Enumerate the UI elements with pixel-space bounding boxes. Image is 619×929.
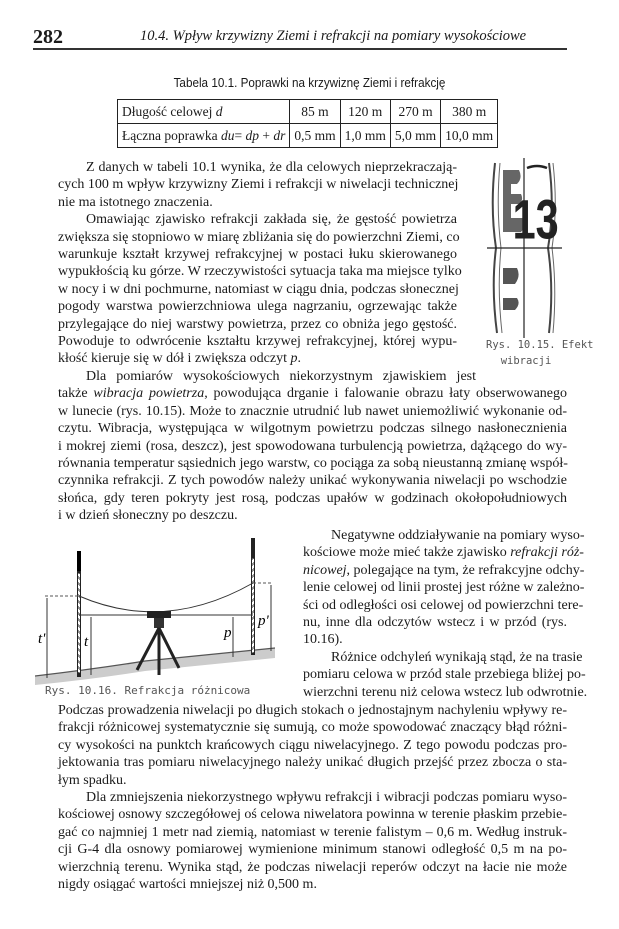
text-line — [303, 597, 584, 614]
text-run: Omawiając zjawisko refrakcji zakłada się, że gęstość powietrza — [86, 212, 457, 228]
text-run: ści od odległości osi celowej od powierzchni tere- — [303, 597, 584, 613]
text-run: w lunecie (rys. 10.15). Może to znacznie utrudnić lub nawet uniemożliwić wykonanie od- — [58, 403, 567, 419]
text-run: pogody warstwa powierzchniowa ulega nagrzaniu, ogrzewając także — [58, 299, 457, 315]
text-line — [58, 298, 457, 315]
text-run: Podczas prowadzenia niwelacji po długich stokach o jednostajnym nachyleniu wpływy re- — [58, 703, 567, 718]
text-line — [58, 438, 567, 455]
text-line — [58, 737, 567, 754]
text-run: lenie celowej od linii prostej jest różne w zależno- — [303, 580, 585, 596]
text-run: i mokrej ziemi (rosa, deszcz), jest spowodowana turbulencją powietrza, dążącego do wy- — [58, 438, 567, 454]
text-run: cy wysokości na punktch krańcowych ciągu niwelacyjnego. Z tego powodu podczas pro- — [58, 737, 567, 753]
text-run: czytu. Wibracja, występująca w wilgotnym powietrzu podczas silnego nasłonecznienia — [58, 421, 567, 437]
paragraphs-top — [58, 159, 462, 368]
text-run: Z danych w tabeli 10.1 wynika, że dla celowych nieprzekraczają- — [86, 160, 457, 175]
text-run: cych 100 m wpływ krzywizny Ziemi i refrakcji w niwelacji technicznej — [58, 177, 459, 193]
text-line — [58, 472, 567, 489]
text-line — [58, 490, 567, 507]
text-line — [58, 316, 457, 333]
text-run: Różnice odchyleń wynikają stąd, że na trasie — [331, 649, 583, 665]
text-line — [58, 385, 567, 402]
text-run: + — [258, 127, 274, 143]
text-run: wierzchnią terenu. Wynika stąd, że podczas niwelacji reperów odczyt na łacie nie może — [58, 859, 567, 875]
page-number: 282 — [33, 26, 63, 48]
table-cell: 5,0 mm — [390, 124, 440, 148]
text-run: wypukłością ku górze. W rzeczywistości sytuacja taka ma miejsce tylko — [58, 264, 462, 280]
text-run: , polegające na tym, że refrakcyjne odchy- — [346, 562, 585, 578]
table-cell: 380 m — [441, 100, 498, 124]
text-line — [303, 631, 567, 648]
text-run: pomiaru celowa w przód stale przebiega bliżej po- — [303, 667, 586, 683]
figure-10-15-caption-line1: Rys. 10.15. Efekt — [486, 339, 594, 351]
figure-10-15-caption-line2: wibracji — [500, 355, 552, 367]
table-cell: 0,5 mm — [290, 124, 340, 148]
text-line — [58, 159, 457, 176]
text-line — [58, 702, 567, 719]
staff-vibration-illustration — [487, 158, 562, 338]
differential-refraction-diagram — [35, 533, 275, 693]
text-run: kościowej osnowy szczegółowej oś celowa niwelatora powinna w terenie płaskim przebie- — [58, 807, 567, 823]
text-line — [58, 229, 460, 246]
text-run: 10.16). — [303, 632, 343, 648]
text-run: jektowania tras pomiaru niwelacyjnego należy unikać długich przejść przez zbocza o sta- — [58, 755, 567, 771]
table-cell: 120 m — [340, 100, 390, 124]
running-title: 10.4. Wpływ krzywizny Ziemi i refrakcji na pomiary wysokościowe — [140, 28, 527, 44]
paragraph-differential-refraction — [303, 527, 588, 701]
table-cell: 85 m — [290, 100, 340, 124]
table-cell: 1,0 mm — [340, 124, 390, 148]
text-line — [58, 772, 567, 789]
text-run: Dla zmniejszenia niekorzystnego wpływu refrakcji i wibracji podczas pomiaru wyso- — [86, 789, 567, 805]
label-t-prime: t' — [38, 631, 46, 647]
text-run: wierzchni terenu niż celowa wstecz lub odwrotnie. — [303, 684, 588, 700]
italic-term: du — [220, 127, 235, 143]
table-row — [118, 100, 498, 124]
figure-10-16 — [35, 533, 275, 693]
label-t: t — [84, 634, 89, 650]
text-run: warunkuje kształt krzywej refrakcyjnej w postaci łuku skierowanego — [58, 246, 457, 262]
text-run: Powoduje to odwrócenie kształtu krzywej refrakcyjnej, której wypu- — [58, 333, 457, 349]
text-line — [58, 176, 457, 193]
text-line — [303, 579, 585, 596]
text-line — [58, 876, 567, 893]
text-run: gać co najmniej 1 metr nad ziemią, natomiast w terenie falistym – 0,6 m. Według instruk- — [58, 824, 567, 840]
text-run: Negatywne oddziaływanie na pomiary wyso- — [331, 528, 585, 543]
italic-term: d — [215, 103, 223, 119]
paragraphs-bottom — [58, 702, 567, 893]
text-line — [58, 824, 567, 841]
text-line — [303, 649, 583, 666]
text-line — [303, 684, 588, 701]
text-line — [58, 368, 476, 385]
text-run: i w dzień słoneczny po deszczu. — [58, 508, 238, 524]
text-line — [303, 544, 584, 561]
text-line — [303, 614, 567, 631]
text-line — [58, 806, 567, 823]
text-run: cji G-4 dla osnowy pomiarowej wymienione minimum stanowi odległość 0,5 m na po- — [58, 842, 567, 858]
text-line — [58, 263, 462, 280]
figure-10-16-caption: Rys. 10.16. Refrakcja różnicowa — [45, 684, 251, 697]
text-run: Dla pomiarów wysokościowych niekorzystnym zjawiskiem jest — [86, 369, 476, 384]
text-line — [58, 281, 457, 298]
label-p: p — [224, 625, 232, 641]
italic-term: dr — [273, 127, 286, 143]
text-run: kłość kieruje się w dół i zwiększa odczyt — [58, 351, 291, 367]
italic-term: nicowej — [303, 562, 347, 578]
text-line — [58, 350, 457, 367]
text-run: równania temperatur sąsiednich jego warstw, co pociąga za sobą nieustanną zmianę współ- — [58, 455, 568, 471]
text-run: nie ma istotnego znaczenia. — [58, 194, 213, 210]
text-run: czynnika refrakcji. Z tych powodów należy unikać wykonywania niwelacji po wschodzie — [58, 473, 567, 489]
text-run: . — [297, 351, 301, 367]
text-run: nu, inne dla odczytów wstecz i w przód (rys. — [303, 614, 567, 630]
paragraph-vibration — [58, 368, 567, 525]
text-line — [58, 194, 457, 211]
text-run: Łączna poprawka — [122, 127, 221, 143]
text-line — [58, 211, 457, 228]
corrections-table — [117, 99, 498, 148]
text-line — [58, 507, 567, 524]
text-run: także — [58, 386, 94, 402]
table-row — [118, 124, 498, 148]
text-line — [303, 527, 585, 544]
text-line — [303, 562, 585, 579]
staff-number-13: 13 — [512, 189, 559, 251]
row-header-cell — [118, 124, 290, 148]
text-run: Długość celowej — [122, 103, 216, 119]
text-run: kościowe może mieć także zjawisko — [303, 545, 511, 561]
text-line — [58, 246, 457, 263]
table-cell: 270 m — [390, 100, 440, 124]
text-run: , powodująca drganie i falowanie obrazu łaty obserwowanego — [204, 386, 567, 402]
text-line — [58, 420, 567, 437]
text-run: łym spadku. — [58, 772, 127, 788]
text-run: = — [234, 127, 246, 143]
text-line — [58, 754, 567, 771]
text-run: nigdy osiągać wartości mniejszej niż 0,500 m. — [58, 876, 317, 892]
text-line — [58, 455, 567, 472]
italic-term: p — [290, 351, 298, 367]
text-line — [58, 859, 567, 876]
italic-term: wibracja powietrza — [93, 386, 205, 402]
text-run: frakcji różnicowej systematycznie się sumują, co może spowodować znaczący błąd różni- — [58, 720, 567, 736]
italic-term: refrakcji róż- — [510, 545, 584, 561]
text-line — [58, 333, 457, 350]
text-run: w nocy i w dni pochmurne, natomiast w ciągu dnia, podczas słonecznej — [58, 281, 459, 297]
table-cell: 10,0 mm — [441, 124, 498, 148]
row-header-cell — [118, 100, 290, 124]
text-line — [303, 666, 586, 683]
text-run: przylegające do niej warstwy powietrza, przez co obniża jego gęstość. — [58, 316, 457, 332]
text-line — [58, 789, 567, 806]
text-line — [58, 719, 567, 736]
italic-term: dp — [245, 127, 259, 143]
text-line — [58, 841, 567, 858]
header-rule — [33, 48, 567, 50]
text-run: słońca, gdy teren pokryty jest rosą, podczas upałów w godzinach okołopołudniowych — [58, 490, 567, 506]
text-line — [58, 403, 567, 420]
figure-10-15 — [487, 158, 562, 338]
table-caption: Tabela 10.1. Poprawki na krzywiznę Ziemi i refrakcję — [173, 75, 446, 90]
label-p-prime: p' — [258, 613, 269, 629]
text-run: zwiększa się stopniowo w miarę zbliżania się do powierzchni Ziemi, co — [58, 229, 460, 245]
